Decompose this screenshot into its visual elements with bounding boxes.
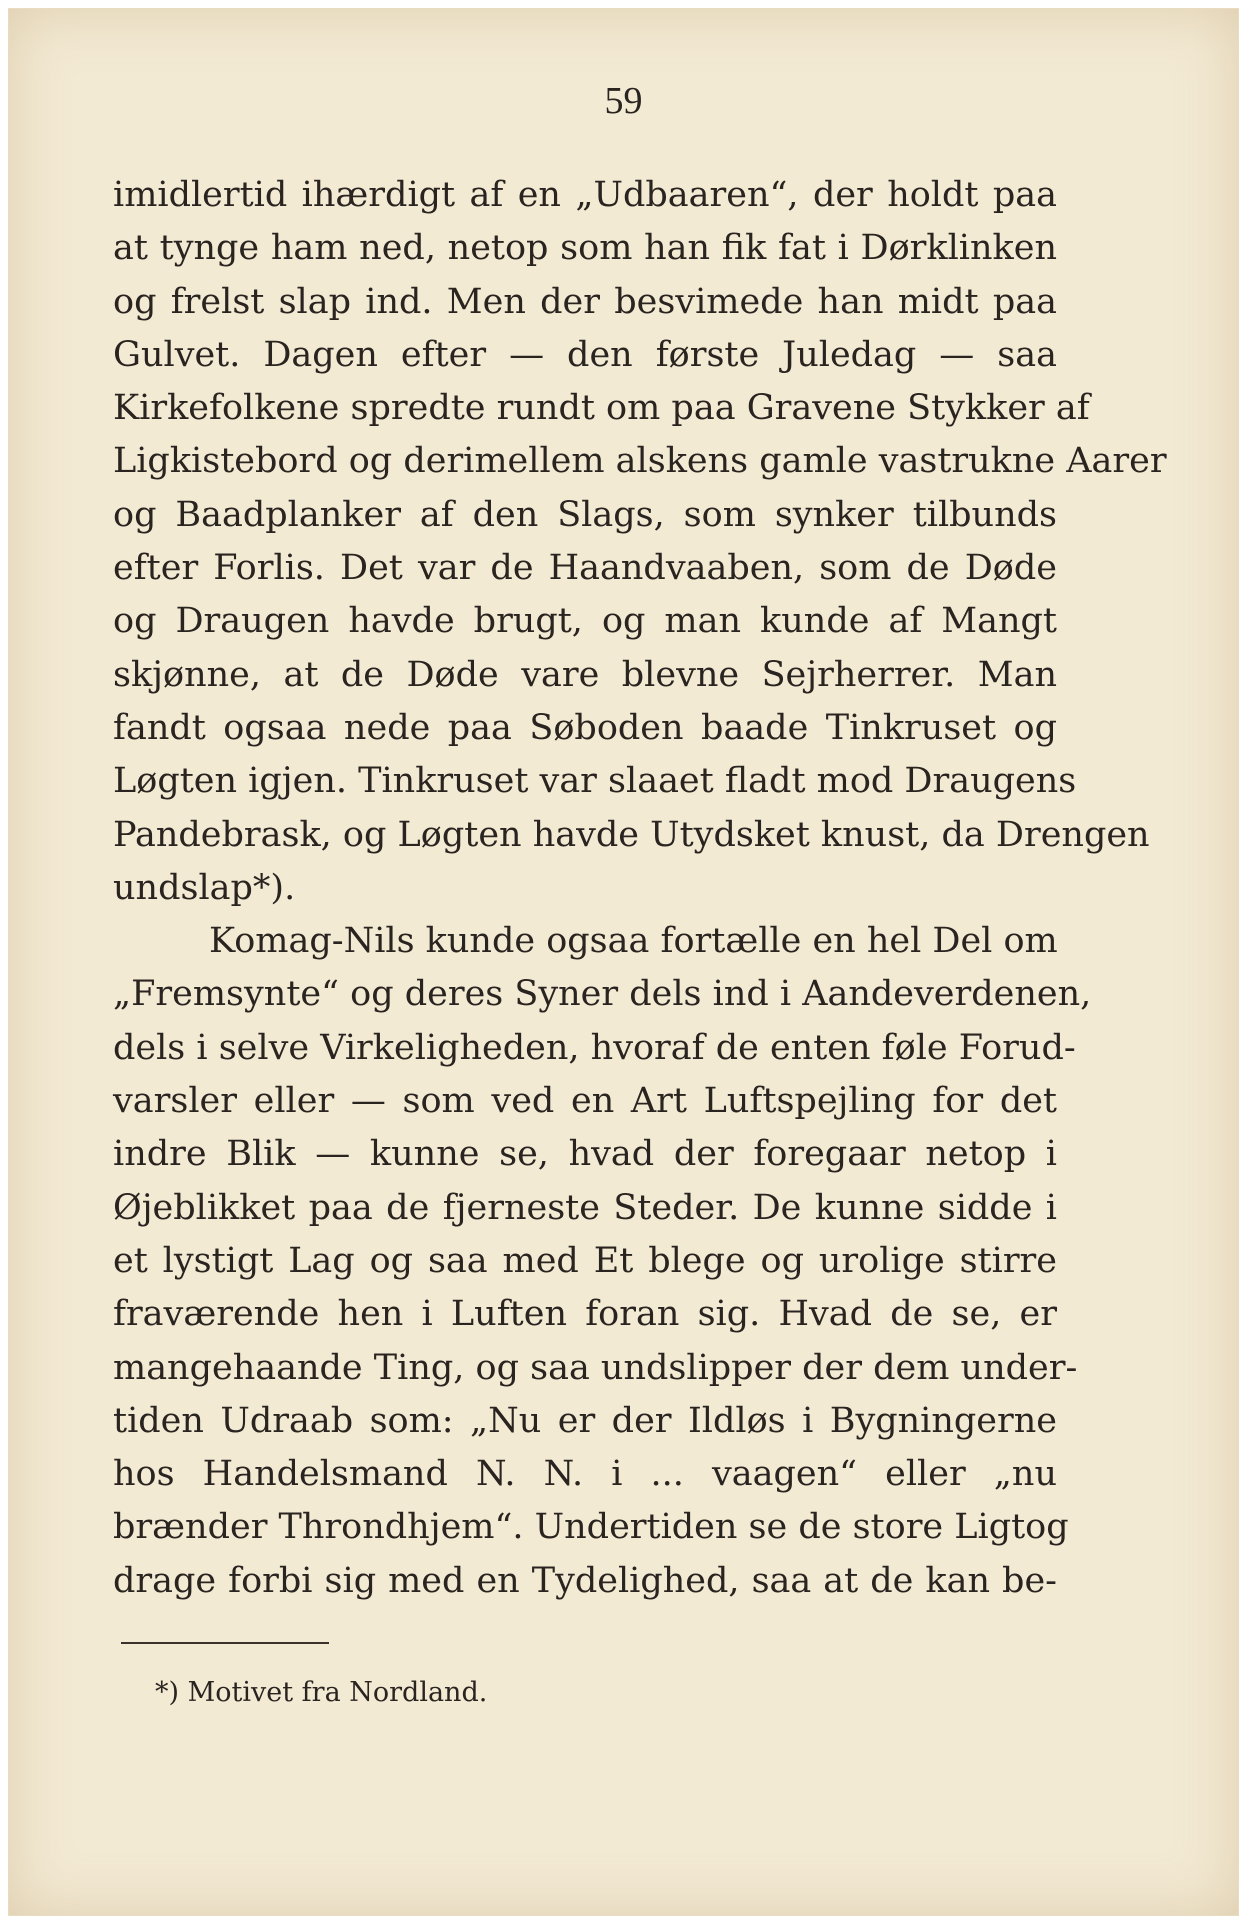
text-line: efter Forlis. Det var de Haandvaaben, som de Døde <box>113 548 1057 589</box>
text-line: hos Handelsmand N. N. i ... vaagen“ eller „nu <box>113 1454 1057 1495</box>
text-line: indre Blik — kunne se, hvad der foregaar netop i <box>113 1134 1057 1175</box>
text-line: fandt ogsaa nede paa Søboden baade Tinkruset og <box>113 707 1057 748</box>
text-line: „Fremsynte“ og deres Syner dels ind i Aandeverdenen, <box>113 974 1092 1015</box>
text-line: varsler eller — som ved en Art Luftspejling for det <box>113 1081 1057 1122</box>
text-line: og Draugen havde brugt, og man kunde af Mangt <box>113 601 1057 642</box>
text-line: Øjeblikket paa de fjerneste Steder. De kunne sidde i <box>113 1187 1057 1228</box>
text-line: Ligkistebord og derimellem alskens gamle vastrukne Aarer <box>113 441 1167 482</box>
text-line: og frelst slap ind. Men der besvimede han midt paa <box>113 281 1057 322</box>
book-page <box>8 8 1239 1916</box>
text-line: og Baadplanker af den Slags, som synker tilbunds <box>113 494 1057 535</box>
body-text <box>113 169 1167 1608</box>
text-line: Kirkefolkene spredte rundt om paa Gravene Stykker af <box>113 388 1090 429</box>
text-line: Løgten igjen. Tinkruset var slaaet fladt mod Draugens <box>113 761 1077 802</box>
text-line: Gulvet. Dagen efter — den første Juledag — saa <box>113 334 1057 375</box>
text-line: skjønne, at de Døde vare blevne Sejrherrer. Man <box>113 654 1057 695</box>
paragraph-end-line: undslap*). <box>113 867 296 908</box>
text-line: mangehaande Ting, og saa undslipper der dem under- <box>113 1347 1078 1388</box>
text-line: at tynge ham ned, netop som han fik fat i Dørklinken <box>113 228 1057 269</box>
footnote-divider <box>121 1642 329 1644</box>
footnote: *) Motivet fra Nordland. <box>155 1677 488 1708</box>
text-line: Pandebrask, og Løgten havde Utydsket knust, da Drengen <box>113 814 1150 855</box>
paragraph-start-line: Komag-Nils kunde ogsaa fortælle en hel Del om <box>209 921 1058 962</box>
text-line: tiden Udraab som: „Nu er der Ildløs i Bygningerne <box>113 1400 1057 1441</box>
page-number: 59 <box>604 80 643 122</box>
text-line: fraværende hen i Luften foran sig. Hvad de se, er <box>113 1294 1057 1335</box>
text-line: et lystigt Lag og saa med Et blege og urolige stirre <box>113 1240 1057 1281</box>
text-line: drage forbi sig med en Tydelighed, saa at de kan be- <box>113 1560 1057 1601</box>
text-line: brænder Throndhjem“. Undertiden se de store Ligtog <box>113 1507 1069 1548</box>
text-line: dels i selve Virkeligheden, hvoraf de enten føle Forud- <box>113 1027 1076 1068</box>
text-line: imidlertid ihærdigt af en „Udbaaren“, der holdt paa <box>113 175 1057 215</box>
